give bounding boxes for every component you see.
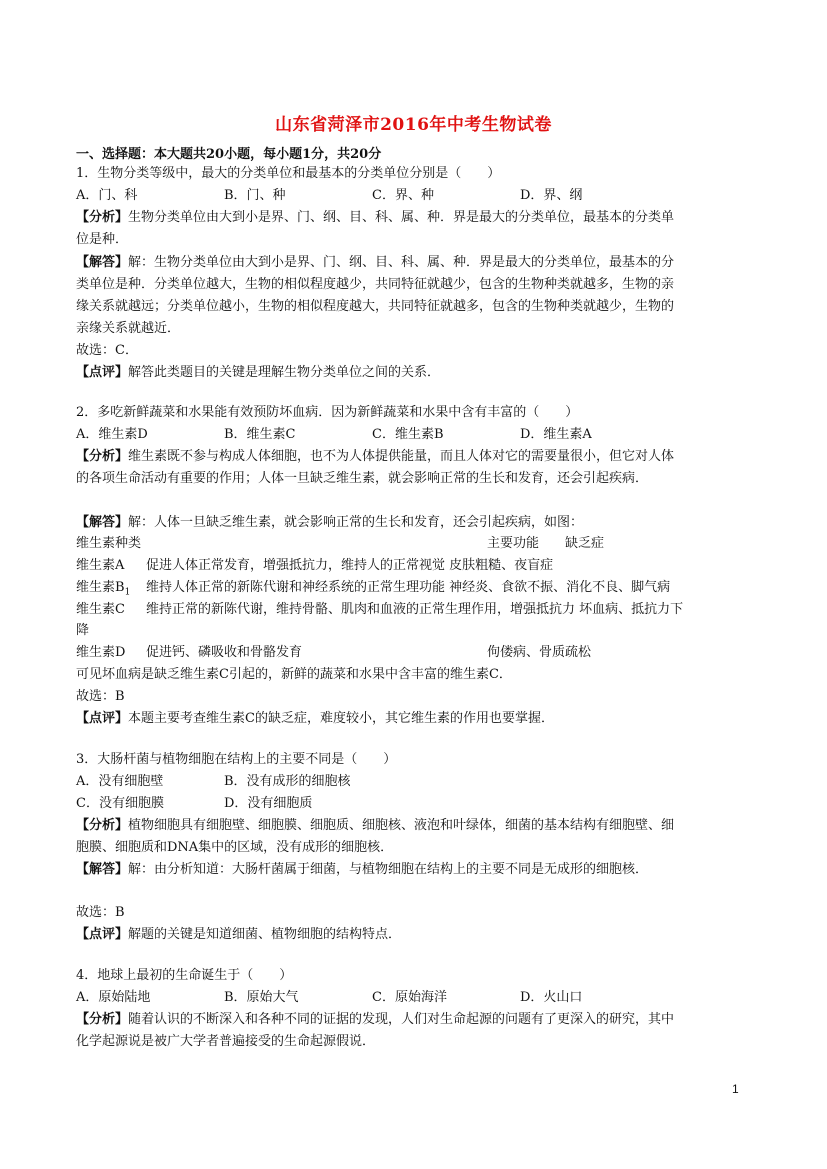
answer-tag: 【解答】 xyxy=(76,862,129,877)
vitamin-text: 维持正常的新陈代谢，维持骨骼、肌肉和血液的正常生理作用，增强抵抗力 坏血病、抵抗力下 xyxy=(146,602,684,617)
vitamin-text: 维持人体正常的新陈代谢和神经系统的正常生理功能 神经炎、食欲不振、消化不良、脚气病 xyxy=(146,580,671,595)
vitamin-row-c-cont: 降 xyxy=(76,623,90,638)
q2-comment-text: 本题主要考查维生素C的缺乏症，难度较小，其它维生素的作用也要掌握． xyxy=(128,711,554,726)
page-title: 山东省菏泽市2016年中考生物试卷 xyxy=(275,115,552,135)
q1-comment xyxy=(76,364,440,382)
q3-options-row1 xyxy=(76,773,351,791)
q2-option-b[interactable]: B．维生素C xyxy=(224,427,296,442)
vitamin-row-c xyxy=(76,601,683,619)
q3-answer xyxy=(76,861,648,879)
answer-tag: 【解答】 xyxy=(76,255,129,270)
q1-analysis-cont: 位是种． xyxy=(76,232,129,247)
q4-option-d[interactable]: D．火山口 xyxy=(520,990,583,1005)
q2-option-a[interactable]: A．维生素D xyxy=(76,427,148,442)
q1-answer-cont-1: 类单位是种．分类单位越大，生物的相似程度越少，共同特征就越少，包含的生物种类就越多，生物的亲 xyxy=(76,277,675,292)
q2-options xyxy=(76,426,668,444)
q1-stem: 1．生物分类等级中，最大的分类单位和最基本的分类单位分别是（ ） xyxy=(76,166,501,181)
q2-analysis xyxy=(76,448,674,466)
analysis-tag: 【分析】 xyxy=(76,210,129,225)
vitamin-row-a xyxy=(76,557,553,575)
q1-comment-text: 解答此类题目的关键是理解生物分类单位之间的关系． xyxy=(128,365,441,380)
q3-option-c[interactable]: C．没有细胞膜 xyxy=(76,796,164,811)
q4-analysis xyxy=(76,1011,674,1029)
vitamin-row-b xyxy=(76,579,670,602)
q3-stem: 3．大肠杆菌与植物细胞在结构上的主要不同是（ ） xyxy=(76,752,397,767)
q3-option-b[interactable]: B．没有成形的细胞核 xyxy=(224,774,351,789)
q1-option-b[interactable]: B．门、种 xyxy=(224,188,286,203)
q4-option-b[interactable]: B．原始大气 xyxy=(224,990,299,1005)
comment-tag: 【点评】 xyxy=(76,711,129,726)
comment-tag: 【点评】 xyxy=(76,927,129,942)
q2-choice: 故选：B xyxy=(76,689,125,704)
q1-answer xyxy=(76,254,674,272)
q1-analysis-text: 生物分类单位由大到小是界、门、纲、目、科、属、种．界是最大的分类单位，最基本的分类单 xyxy=(128,210,675,225)
q3-options-row2 xyxy=(76,795,312,813)
q1-choice: 故选：C． xyxy=(76,343,138,358)
q1-answer-cont-3: 亲缘关系就越近． xyxy=(76,321,181,336)
q4-option-c[interactable]: C．原始海洋 xyxy=(372,990,447,1005)
q2-conclusion: 可见坏血病是缺乏维生素C引起的，新鲜的蔬菜和水果中含丰富的维生素C． xyxy=(76,667,512,682)
vitamin-row-d-deficiency: 佝偻病、骨质疏松 xyxy=(487,645,592,660)
q2-answer-text: 解：人体一旦缺乏维生素，就会影响正常的生长和发育，还会引起疾病，如图： xyxy=(128,515,584,530)
q3-answer-text: 解：由分析知道：大肠杆菌属于细菌，与植物细胞在结构上的主要不同是无成形的细胞核． xyxy=(128,862,649,877)
analysis-tag: 【分析】 xyxy=(76,1012,129,1027)
vitamin-text: 促进人体正常发育，增强抵抗力，维持人的正常视觉 皮肤粗糙、夜盲症 xyxy=(146,558,554,573)
vitamin-name: 维生素D xyxy=(76,645,126,660)
vitamin-table-header xyxy=(76,535,141,553)
vitamin-row-d xyxy=(76,644,302,662)
q2-stem: 2．多吃新鲜蔬菜和水果能有效预防坏血病．因为新鲜蔬菜和水果中含有丰富的（ ） xyxy=(76,405,579,420)
vitamin-text: 促进钙、磷吸收和骨骼发育 xyxy=(146,645,303,660)
q4-option-a[interactable]: A．原始陆地 xyxy=(76,990,151,1005)
q1-option-c[interactable]: C．界、种 xyxy=(372,188,434,203)
q1-options xyxy=(76,187,668,205)
analysis-tag: 【分析】 xyxy=(76,818,129,833)
q3-comment-text: 解题的关键是知道细菌、植物细胞的结构特点． xyxy=(128,927,402,942)
q4-analysis-cont: 化学起源说是被广大学者普遍接受的生命起源假说． xyxy=(76,1034,376,1049)
q2-comment xyxy=(76,710,554,728)
q3-analysis-cont: 胞膜、细胞质和DNA集中的区域，没有成形的细胞核． xyxy=(76,840,394,855)
vitamin-name: 维生素A xyxy=(76,558,125,573)
section-heading: 一、选择题：本大题共20小题，每小题1分，共20分 xyxy=(76,147,382,162)
q3-analysis-text: 植物细胞具有细胞壁、细胞膜、细胞质、细胞核、液泡和叶绿体，细菌的基本结构有细胞壁、细 xyxy=(128,818,675,833)
table-header-function: 主要功能 缺乏症 xyxy=(487,536,605,551)
q2-option-c[interactable]: C．维生素B xyxy=(372,427,444,442)
q3-analysis xyxy=(76,817,674,835)
q1-option-d[interactable]: D．界、纲 xyxy=(520,188,583,203)
q4-analysis-text: 随着认识的不断深入和各种不同的证据的发现，人们对生命起源的问题有了更深入的研究，其中 xyxy=(128,1012,675,1027)
vitamin-name: 维生素C xyxy=(76,602,125,617)
q1-answer-text: 解：生物分类单位由大到小是界、门、纲、目、科、属、种．界是最大的分类单位，最基本的分 xyxy=(128,255,675,270)
table-header-type: 维生素种类 xyxy=(76,536,142,551)
analysis-tag: 【分析】 xyxy=(76,449,129,464)
vitamin-name: 维生素$B_1$ xyxy=(76,580,131,598)
q3-option-a[interactable]: A．没有细胞壁 xyxy=(76,774,164,789)
q3-comment xyxy=(76,926,401,944)
answer-tag: 【解答】 xyxy=(76,515,129,530)
q1-answer-cont-2: 缘关系就越远；分类单位越小，生物的相似程度越大，共同特征就越多，包含的生物种类就越少，生物的 xyxy=(76,299,675,314)
q4-stem: 4．地球上最初的生命诞生于（ ） xyxy=(76,968,293,983)
q1-option-a[interactable]: A．门、科 xyxy=(76,188,138,203)
q2-analysis-text: 维生素既不参与构成人体细胞，也不为人体提供能量，而且人体对它的需要量很小，但它对人体 xyxy=(128,449,675,464)
q3-choice: 故选：B xyxy=(76,905,125,920)
q2-answer xyxy=(76,514,583,532)
q2-analysis-cont: 的各项生命活动有重要的作用；人体一旦缺乏维生素，就会影响正常的生长和发育，还会引起疾病． xyxy=(76,471,649,486)
q2-option-d[interactable]: D．维生素A xyxy=(520,427,592,442)
q3-option-d[interactable]: D．没有细胞质 xyxy=(224,796,313,811)
q1-analysis xyxy=(76,209,674,227)
q4-options xyxy=(76,989,668,1007)
page-number: 1 xyxy=(732,1082,739,1096)
comment-tag: 【点评】 xyxy=(76,365,129,380)
